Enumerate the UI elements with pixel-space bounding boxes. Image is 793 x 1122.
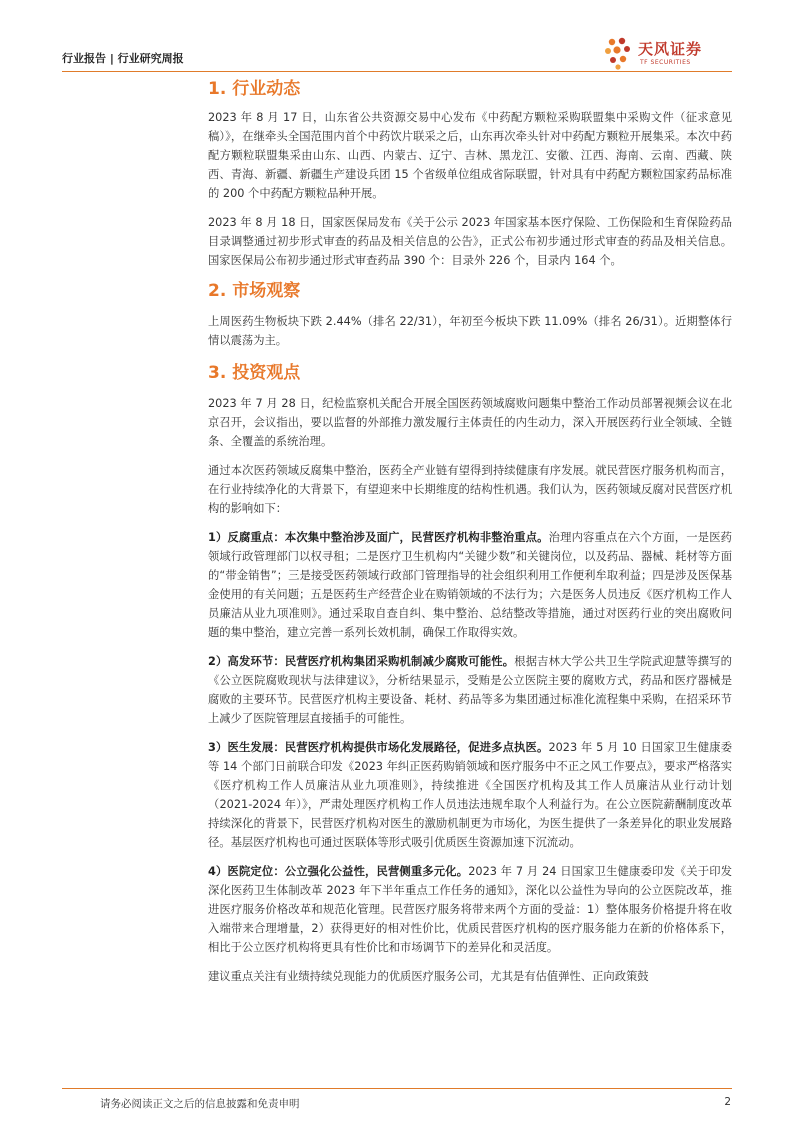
footer-disclaimer: 请务必阅读正文之后的信息披露和免责申明 [100, 1098, 300, 1110]
footer-divider [62, 1088, 732, 1089]
company-logo [602, 36, 732, 72]
viewpoint-item-2 [208, 652, 732, 728]
viewpoint-item-2-body: 根据吉林大学公共卫生学院武迎慧等撰写的《公立医院腐败现状与法律建议》，分析结果显示，受贿是公立医院主要的腐败方式，药品和医疗器械是腐败的主要环节。民营医疗机构主要设备、耗材、药品等多为集团通过标准化流程集中采购，在招采环节上减少了医院管理层直接插手的可能性。 [208, 655, 732, 725]
logo-english-name: TF SECURITIES [640, 59, 691, 66]
section-3-paragraph-2: 通过本次医药领域反腐集中整治，医药全产业链有望得到持续健康有序发展。就民营医疗服务机构而言，在行业持续净化的大背景下，有望迎来中长期维度的结构性机遇。我们认为，医药领域反腐对民营医疗机构的影响如下： [208, 464, 732, 515]
viewpoint-item-4 [208, 862, 732, 957]
section-1-title: 1. 行业动态 [208, 79, 301, 99]
section-3-closing-paragraph: 建议重点关注有业绩持续兑现能力的优质医疗服务公司，尤其是有估值弹性、正向政策鼓 [208, 970, 649, 983]
viewpoint-item-1-lead: 1）反腐重点：本次集中整治涉及面广，民营医疗机构非整治重点。 [208, 531, 549, 544]
section-2-paragraph-1: 上周医药生物板块下跌 2.44%（排名 22/31），年初至今板块下跌 11.09%（排名 26/31）。近期整体行情以震荡为主。 [208, 315, 732, 347]
section-1-paragraph-1: 2023 年 8 月 17 日，山东省公共资源交易中心发布《中药配方颗粒采购联盟集中采购文件（征求意见稿）》，在继牵头全国范围内首个中药饮片联采之后，山东再次牵头针对中药配方颗粒开展集采。本次中药配方颗粒联盟集采由山东、山西、内蒙古、辽宁、吉林、黑龙江、安徽、江西、海南、云南、西藏、陕西、青海、新疆、新疆生产建设兵团 15 个省级单位组成省际联盟，针对具有中药配方颗粒国家药品标准的 200 个中药配方颗粒品种开展。 [208, 111, 732, 200]
section-3-paragraph-1: 2023 年 7 月 28 日，纪检监察机关配合开展全国医药领域腐败问题集中整治工作动员部署视频会议在北京召开，会议指出，要以监督的外部推力激发履行主体责任的内生动力，深入开展医药行业全领域、全链条、全覆盖的系统治理。 [208, 397, 732, 448]
section-2-title: 2. 市场观察 [208, 281, 301, 301]
page-number: 2 [724, 1096, 731, 1108]
viewpoint-item-1-body: 治理内容重点在六个方面，一是医药领域行政管理部门以权寻租；二是医疗卫生机构内“关键少数”和关键岗位，以及药品、器械、耗材等方面的“带金销售”；三是接受医药领域行政部门管理指导的社会组织利用工作便利牟取利益；四是涉及医保基金使用的有关问题；五是医药生产经营企业在购销领域的不法行为；六是医务人员违反《医疗机构工作人员廉洁从业九项准则》。通过采取自查自纠、集中整治、总结整改等措施，通过对医药行业的突出腐败问题的集中整治，建立完善一系列长效机制，确保工作取得实效。 [208, 531, 732, 639]
viewpoint-item-4-lead: 4）医院定位：公立强化公益性，民营侧重多元化。 [208, 865, 469, 878]
section-1-paragraph-2: 2023 年 8 月 18 日，国家医保局发布《关于公示 2023 年国家基本医疗保险、工伤保险和生育保险药品目录调整通过初步形式审查的药品及相关信息的公告》，正式公布初步通过形式审查的药品及相关信息。国家医保局公布初步通过形式审查药品 390 个：目录外 226 个，目录内 164 个。 [208, 216, 732, 267]
report-body [208, 78, 732, 986]
header-divider [62, 71, 732, 72]
viewpoint-item-4-body: 2023 年 7 月 24 日国家卫生健康委印发《关于印发深化医药卫生体制改革 2023 年下半年重点工作任务的通知》，深化以公益性为导向的公立医院改革，推进医疗服务价格改革和规范化管理。民营医疗服务将带来两个方面的受益：1）整体服务价格提升将在收入端带来合理增量，2）获得更好的相对性价比，优质民营医疗机构的医疗服务能力在新的价格体系下，相比于公立医疗机构将更具有性价比和市场调节下的差异化和灵活度。 [208, 865, 732, 954]
logo-name: 天风证券 [638, 40, 703, 58]
viewpoint-item-1 [208, 528, 732, 642]
section-3-title: 3. 投资观点 [208, 363, 301, 383]
page-header [62, 36, 732, 72]
report-type-label: 行业报告 | 行业研究周报 [62, 52, 184, 65]
viewpoint-item-3-lead: 3）医生发展：民营医疗机构提供市场化发展路径，促进多点执医。 [208, 741, 549, 754]
viewpoint-item-3 [208, 738, 732, 852]
viewpoint-item-3-body: 2023 年 5 月 10 日国家卫生健康委等 14 个部门日前联合印发《2023 年纠正医药购销领域和医疗服务中不正之风工作要点》，要求严格落实《医疗机构工作人员廉洁从业九项准则》，持续推进《全国医疗机构及其工作人员廉洁从业行动计划（2021-2024 年）》，严肃处理医疗机构工作人员违法违规牟取个人利益行为。在公立医院薪酬制度改革持续深化的背景下，民营医疗机构对医生的激励机制更为市场化，为医生提供了一条差异化的职业发展路径。基层医疗机构也可通过医联体等形式吸引优质医生资源加速下沉流动。 [208, 741, 732, 849]
tf-securities-logo-icon [602, 36, 636, 70]
viewpoint-item-2-lead: 2）高发环节：民营医疗机构集团采购机制减少腐败可能性。 [208, 655, 515, 668]
